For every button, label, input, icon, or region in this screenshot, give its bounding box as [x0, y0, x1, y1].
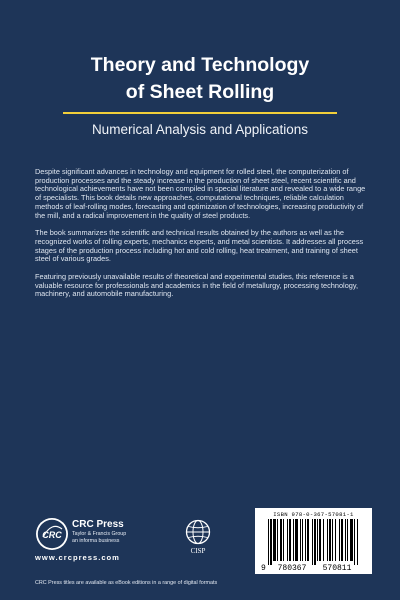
barcode-bar: [319, 519, 321, 561]
barcode-bar: [341, 519, 343, 561]
publisher-group: Taylor & Francis Group: [72, 531, 127, 537]
book-subtitle: Numerical Analysis and Applications: [91, 122, 309, 137]
isbn-number: ISBN 978-0-367-57081-1: [273, 511, 354, 518]
barcode-bar: [300, 519, 301, 561]
barcode-digits-left: 780367: [277, 564, 307, 572]
barcode-bar: [323, 519, 324, 561]
ebook-note: CRC Press titles are available as eBook editions in a range of digital formats: [35, 580, 218, 586]
barcode-bar: [295, 519, 298, 561]
barcode-bar: [273, 519, 276, 561]
barcode-bar: [335, 519, 336, 561]
cisp-label: CISP: [190, 547, 206, 555]
barcode-bar: [345, 519, 346, 561]
barcode-bar: [317, 519, 318, 561]
description-paragraph: Featuring previously unavailable results of theoretical and experimental studies, this reference is a valuable resource for professionals and academics in the field of metallurgy, processing technology, machinery, and automobile manufacturing.: [35, 272, 359, 299]
crc-logo-letters: CRC: [42, 530, 62, 540]
barcode-bar: [302, 519, 303, 561]
barcode-bar: [312, 519, 313, 565]
barcode-bar: [307, 519, 309, 561]
barcode-bar: [339, 519, 340, 561]
barcode-bar: [314, 519, 316, 565]
title-divider: [63, 112, 337, 114]
barcode-bar: [329, 519, 331, 561]
crc-press-logo-icon: [35, 517, 69, 551]
barcode-graphic: [259, 519, 368, 572]
barcode-bar: [270, 519, 272, 565]
barcode-bar: [289, 519, 291, 561]
barcode-bar: [293, 519, 294, 561]
book-title-line-2: of Sheet Rolling: [125, 81, 275, 103]
barcode-bar: [347, 519, 348, 561]
publisher-name: CRC Press: [72, 519, 124, 530]
barcode-lead-digit: 9: [261, 564, 266, 572]
publisher-block: [72, 519, 162, 545]
barcode-bar: [354, 519, 355, 565]
barcode-bar: [287, 519, 288, 561]
barcode-bar: [357, 519, 358, 565]
barcode-bar: [277, 519, 278, 561]
cisp-globe-icon: [185, 519, 211, 545]
book-title-line-1: Theory and Technology: [90, 54, 310, 76]
book-description: [35, 168, 367, 308]
publisher-business: an informa business: [72, 538, 120, 544]
isbn-barcode: [255, 508, 372, 574]
barcode-bar: [305, 519, 306, 561]
publisher-url[interactable]: www.crcpress.com: [35, 553, 120, 562]
barcode-bar: [350, 519, 353, 561]
barcode-bar: [332, 519, 333, 561]
barcode-bar: [280, 519, 282, 561]
barcode-bars: [268, 519, 358, 565]
barcode-digits-right: 570811: [322, 564, 352, 572]
description-paragraph: The book summarizes the scientific and technical results obtained by the authors as well as the recognized works of rolling experts, mechanics experts, and metal scientists. It addresses all process stages of the production process including hot and cold rolling, heat treatment, and training of sheet steel of various grades.: [35, 228, 364, 264]
book-title: [20, 52, 380, 106]
barcode-bar: [268, 519, 269, 565]
barcode-bar: [327, 519, 328, 561]
barcode-bar: [283, 519, 284, 561]
description-paragraph: Despite significant advances in technology and equipment for rolled steel, the computerization of production processes and the steady increase in the production of sheet steel, recent scientific and technological achievements have not been compiled in special literature and revealed to a wide range of specialists. This book details new approaches, computational techniques, reliable calculation methods of leaf-rolling modes, forecasting and optimization of technologies, increasing productivity of the mill, and a radical improvement in the quality of steel products.: [35, 167, 366, 220]
